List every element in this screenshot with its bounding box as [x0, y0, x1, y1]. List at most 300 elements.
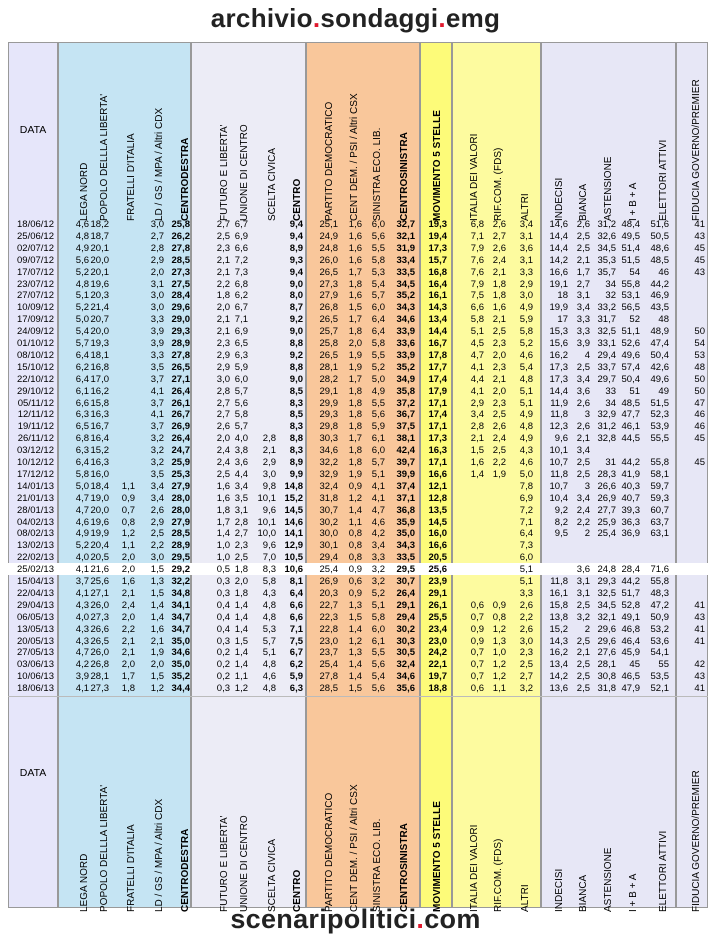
cell-ea: 53,9: [650, 421, 669, 433]
cell-cd: 0,8: [348, 528, 362, 540]
column-header-csx: CENTROSINISTRA: [399, 132, 410, 221]
cell-ldgs: 1,6: [150, 623, 164, 635]
cell-idv: 7,9: [470, 242, 484, 254]
cell-ibna: 48,4: [621, 219, 640, 230]
cell-m5s: 20,5: [428, 552, 447, 564]
cell-cdx: 26,7: [171, 409, 190, 421]
cell-m5s: 14,5: [428, 516, 447, 528]
cell-lega: 4,1: [75, 683, 89, 695]
cell-sel: 5,5: [371, 647, 385, 659]
cell-ast: 33,2: [597, 302, 616, 314]
cell-lega: 5,0: [75, 314, 89, 326]
table-row: [0, 445, 711, 457]
cell-csx: 29,5: [396, 564, 415, 576]
cell-sc: 2,1: [262, 445, 276, 457]
cell-csx: 42,4: [396, 445, 415, 457]
cell-ldgs: 3,0: [150, 290, 164, 302]
cell-rc: 2,5: [492, 409, 506, 421]
cell-fid: 50: [694, 385, 705, 397]
cell-fid: 41: [694, 599, 705, 611]
cell-ast: 32,1: [597, 611, 616, 623]
cell-pd: 27,8: [319, 671, 338, 683]
cell-ibna: 36,9: [621, 528, 640, 540]
table-row: [0, 326, 711, 338]
cell-sc: 9,6: [262, 540, 276, 552]
cell-fid: 47: [694, 397, 705, 409]
cell-ea: 50,5: [650, 230, 669, 242]
cell-pd: 32,2: [319, 457, 338, 468]
cell-bianca: 2,2: [576, 516, 590, 528]
cell-ind: 18: [557, 290, 568, 302]
row-date: 12/11/12: [17, 409, 54, 421]
cell-altri: 3,0: [519, 290, 533, 302]
cell-cdx: 24,7: [171, 445, 190, 457]
cell-csx: 39,7: [396, 457, 415, 468]
cell-sel: 5,6: [371, 683, 385, 695]
cell-fli: 1,4: [216, 528, 230, 540]
cell-cd: 1,8: [348, 409, 362, 421]
cell-idv: 2,8: [470, 421, 484, 433]
cell-sel: 4,2: [371, 528, 385, 540]
cell-ind: 19,9: [549, 302, 568, 314]
cell-lega: 4,6: [75, 516, 89, 528]
cell-csx: 35,2: [396, 361, 415, 373]
cell-altri: 3,4: [519, 219, 533, 230]
cell-udc: 7,1: [234, 314, 248, 326]
cell-pdl: 20,0: [90, 326, 109, 338]
cell-lega: 4,3: [75, 635, 89, 647]
cell-rc: 2,0: [492, 385, 506, 397]
row-date: 15/10/12: [17, 361, 54, 373]
cell-ibna: 51: [629, 385, 640, 397]
cell-cd: 1,8: [348, 278, 362, 290]
cell-centro: 12,9: [284, 540, 303, 552]
cell-altri: 4,6: [519, 349, 533, 361]
cell-idv: 5,8: [470, 314, 484, 326]
cell-sel: 5,3: [371, 266, 385, 278]
cell-altri: 2,2: [519, 611, 533, 623]
cell-ast: 33,1: [597, 338, 616, 349]
cell-m5s: 17,1: [428, 421, 447, 433]
cell-cd: 0,9: [348, 480, 362, 492]
cell-ea: 54,1: [650, 647, 669, 659]
cell-altri: 7,2: [519, 504, 533, 516]
cell-altri: 2,3: [519, 647, 533, 659]
column-header-udc: UNIONE DI CENTRO: [239, 124, 250, 221]
cell-m5s: 14,4: [428, 326, 447, 338]
cell-fli: 0,2: [216, 659, 230, 671]
cell-idv: 0,7: [470, 671, 484, 683]
column-header-lega: LEGA NORD: [79, 853, 90, 912]
cell-m5s: 12,1: [428, 480, 447, 492]
cell-ea: 46: [658, 266, 669, 278]
cell-udc: 2,3: [234, 540, 248, 552]
cell-cdx: 29,2: [171, 564, 190, 576]
cell-m5s: 26,1: [428, 599, 447, 611]
table-row: [0, 647, 711, 659]
cell-cdx: 27,9: [171, 480, 190, 492]
cell-cd: 1,2: [348, 492, 362, 504]
row-date: 29/04/13: [17, 599, 54, 611]
row-date: 18/06/13: [17, 683, 54, 695]
cell-pd: 25,4: [319, 659, 338, 671]
cell-pdl: 26,8: [90, 659, 109, 671]
cell-cd: 0,9: [348, 564, 362, 576]
cell-altri: 3,1: [519, 230, 533, 242]
cell-cdx: 27,5: [171, 278, 190, 290]
cell-ea: 59,3: [650, 492, 669, 504]
table-row: [0, 219, 711, 231]
cell-pd: 25,8: [319, 338, 338, 349]
cell-udc: 2,7: [234, 528, 248, 540]
cell-ind: 14,4: [549, 230, 568, 242]
cell-udc: 1,8: [234, 587, 248, 599]
cell-csx: 32,1: [396, 230, 415, 242]
cell-pdl: 18,2: [90, 219, 109, 230]
cell-altri: 4,8: [519, 421, 533, 433]
cell-bianca: 2,5: [576, 659, 590, 671]
cell-csx: 30,3: [396, 635, 415, 647]
cell-csx: 34,9: [396, 373, 415, 385]
table-row: [0, 279, 711, 291]
cell-cd: 1,9: [348, 349, 362, 361]
cell-csx: 35,0: [396, 528, 415, 540]
cell-sc: 5,8: [262, 576, 276, 587]
cell-ldgs: 3,0: [150, 219, 164, 230]
column-header-altri: ALTRI: [520, 193, 531, 221]
cell-bianca: 2,6: [576, 397, 590, 409]
cell-centro: 8,5: [289, 409, 303, 421]
cell-lega: 6,6: [75, 397, 89, 409]
cell-bianca: 3,6: [576, 564, 590, 576]
cell-udc: 7,2: [234, 254, 248, 266]
cell-cdx: 34,1: [171, 599, 190, 611]
cell-centro: 8,5: [289, 385, 303, 397]
cell-bianca: 2,6: [576, 421, 590, 433]
cell-pdl: 20,1: [90, 242, 109, 254]
cell-sel: 3,4: [371, 540, 385, 552]
cell-fli: 2,0: [216, 433, 230, 445]
cell-ind: 13,8: [549, 611, 568, 623]
row-date: 03/12/12: [17, 445, 54, 457]
cell-udc: 5,7: [234, 421, 248, 433]
cell-altri: 5,2: [519, 338, 533, 349]
cell-udc: 3,4: [234, 480, 248, 492]
cell-cdx: 28,5: [171, 528, 190, 540]
cell-ibna: 48,5: [621, 397, 640, 409]
cell-m5s: 17,1: [428, 397, 447, 409]
cell-lega: 5,6: [75, 254, 89, 266]
cell-fid: 43: [694, 611, 705, 623]
cell-cd: 0,8: [348, 552, 362, 564]
cell-lega: 6,5: [75, 421, 89, 433]
cell-lega: 4,9: [75, 242, 89, 254]
cell-sel: 5,5: [371, 242, 385, 254]
cell-bianca: 2,5: [576, 671, 590, 683]
cell-idv: 4,5: [470, 338, 484, 349]
cell-ind: 14,3: [549, 635, 568, 647]
column-header-cd: CENT DEM. / PSI / Altri CSX: [349, 93, 360, 221]
cell-cdx: 28,9: [171, 338, 190, 349]
cell-fdi: 2,1: [121, 647, 135, 659]
cell-altri: 4,6: [519, 457, 533, 468]
cell-centro: 8,1: [289, 576, 303, 587]
row-date: 06/05/13: [17, 611, 54, 623]
column-header-csx: CENTROSINISTRA: [399, 823, 410, 912]
cell-udc: 3,1: [234, 504, 248, 516]
cell-ibna: 51,7: [621, 587, 640, 599]
cell-pd: 30,0: [319, 528, 338, 540]
cell-ibna: 44,5: [621, 433, 640, 445]
cell-sel: 4,1: [371, 480, 385, 492]
cell-csx: 30,7: [396, 576, 415, 587]
cell-csx: 34,3: [396, 302, 415, 314]
cell-cdx: 34,7: [171, 623, 190, 635]
cell-centro: 9,4: [289, 266, 303, 278]
cell-pd: 23,7: [319, 647, 338, 659]
cell-pdl: 26,5: [90, 635, 109, 647]
column-header-rc: RIF.COM. (FDS): [493, 147, 504, 221]
cell-udc: 1,2: [234, 683, 248, 695]
cell-centro: 9,2: [289, 314, 303, 326]
cell-m5s: 16,4: [428, 278, 447, 290]
cell-fli: 0,3: [216, 635, 230, 647]
cell-fid: 54: [694, 338, 705, 349]
cell-bianca: 3,3: [576, 326, 590, 338]
cell-ea: 48,9: [650, 326, 669, 338]
cell-ind: 17,3: [549, 361, 568, 373]
cell-sel: 5,4: [371, 278, 385, 290]
cell-fli: 2,1: [216, 266, 230, 278]
cell-bianca: 3,1: [576, 587, 590, 599]
column-header-pd: PARTITO DEMOCRATICO: [324, 792, 335, 912]
cell-lega: 6,4: [75, 373, 89, 385]
cell-centro: 14,8: [284, 480, 303, 492]
cell-csx: 26,4: [396, 587, 415, 599]
cell-m5s: 17,3: [428, 433, 447, 445]
cell-udc: 3,5: [234, 492, 248, 504]
cell-ea: 60,7: [650, 504, 669, 516]
cell-sel: 5,5: [371, 349, 385, 361]
row-date: 20/05/13: [17, 635, 54, 647]
cell-cdx: 27,8: [171, 242, 190, 254]
row-date: 08/10/12: [17, 349, 54, 361]
cell-pdl: 16,8: [90, 361, 109, 373]
cell-ibna: 49,6: [621, 349, 640, 361]
cell-ast: 34,5: [597, 242, 616, 254]
table-row: [0, 564, 711, 576]
cell-ast: 34: [605, 278, 616, 290]
cell-ldgs: 1,5: [150, 587, 164, 599]
table-row: [0, 374, 711, 386]
cell-pdl: 20,4: [90, 540, 109, 552]
cell-ea: 63,7: [650, 516, 669, 528]
row-date: 26/11/12: [17, 433, 54, 445]
column-header-sc: SCELTA CIVICA: [267, 839, 278, 912]
cell-ea: 55,5: [650, 433, 669, 445]
cell-m5s: 19,3: [428, 219, 447, 230]
cell-ast: 29,6: [597, 635, 616, 647]
cell-bianca: 3,4: [576, 445, 590, 457]
cell-ibna: 41,9: [621, 468, 640, 480]
cell-idv: 0,6: [470, 599, 484, 611]
column-header-rc: RIF.COM. (FDS): [493, 838, 504, 912]
cell-cd: 1,9: [348, 361, 362, 373]
cell-cdx: 28,5: [171, 254, 190, 266]
cell-centro: 6,4: [289, 587, 303, 599]
cell-altri: 4,9: [519, 433, 533, 445]
cell-altri: 3,2: [519, 683, 533, 695]
cell-ind: 11,8: [550, 576, 568, 587]
cell-fli: 0,3: [216, 683, 230, 695]
cell-udc: 6,9: [234, 326, 248, 338]
cell-fid: 45: [694, 433, 705, 445]
cell-ast: 34: [605, 397, 616, 409]
cell-csx: 33,5: [396, 266, 415, 278]
table-row: [0, 350, 711, 362]
cell-idv: 0,9: [470, 623, 484, 635]
row-date: 21/01/13: [17, 492, 54, 504]
cell-altri: 3,6: [519, 242, 533, 254]
cell-udc: 2,8: [234, 516, 248, 528]
cell-pd: 27,3: [319, 278, 338, 290]
cell-cd: 1,4: [348, 504, 362, 516]
cell-sc: 4,8: [262, 599, 276, 611]
cell-ldgs: 2,5: [150, 528, 164, 540]
column-header-m5s: MOVIMENTO 5 STELLE: [432, 110, 443, 221]
cell-udc: 5,8: [234, 409, 248, 421]
cell-fdi: 2,0: [121, 611, 135, 623]
cell-pdl: 26,0: [90, 647, 109, 659]
cell-idv: 1,6: [470, 457, 484, 468]
cell-ind: 15,3: [549, 326, 568, 338]
cell-centro: 9,4: [289, 230, 303, 242]
cell-ldgs: 1,3: [150, 576, 164, 587]
cell-sel: 4,7: [371, 504, 385, 516]
cell-ast: 30,8: [597, 671, 616, 683]
column-header-pdl: POPOLO DELLLA LIBERTA': [99, 784, 110, 912]
cell-pd: 29,4: [319, 552, 338, 564]
cell-rc: 2,7: [492, 230, 506, 242]
cell-ast: 26,9: [597, 492, 616, 504]
cell-ast: 34,5: [597, 599, 616, 611]
cell-sel: 6,1: [371, 635, 385, 647]
cell-altri: 7,8: [519, 480, 533, 492]
cell-altri: 4,3: [519, 445, 533, 457]
column-header-ea: ELETTORI ATTIVI: [658, 830, 669, 912]
cell-csx: 36,7: [396, 409, 415, 421]
cell-pd: 25,1: [319, 219, 338, 230]
cell-cdx: 26,4: [171, 433, 190, 445]
cell-sel: 5,8: [371, 338, 385, 349]
cell-fdi: 1,1: [121, 480, 135, 492]
cell-udc: 2,0: [234, 576, 248, 587]
cell-ibna: 49,1: [621, 611, 640, 623]
cell-altri: 3,1: [519, 254, 533, 266]
cell-pd: 32,9: [319, 468, 338, 480]
cell-lega: 4,0: [75, 552, 89, 564]
cell-fid: 41: [694, 219, 705, 230]
cell-altri: 4,9: [519, 302, 533, 314]
cell-sc: 9,6: [262, 504, 276, 516]
column-header-fli: FUTURO E LIBERTA': [219, 124, 230, 221]
cell-pd: 34,6: [319, 445, 338, 457]
cell-ibna: 52: [629, 314, 640, 326]
cell-ind: 16,1: [549, 587, 568, 599]
column-header-fli: FUTURO E LIBERTA': [219, 815, 230, 912]
cell-lega: 4,8: [75, 278, 89, 290]
cell-fid: 48: [694, 361, 705, 373]
cell-m5s: 23,0: [428, 635, 447, 647]
cell-altri: 5,0: [519, 468, 533, 480]
cell-cd: 1,4: [348, 659, 362, 671]
cell-ind: 17,3: [549, 373, 568, 385]
cell-udc: 7,3: [234, 266, 248, 278]
cell-csx: 35,8: [396, 385, 415, 397]
cell-pd: 24,9: [319, 230, 338, 242]
cell-ast: 29,6: [597, 623, 616, 635]
cell-udc: 6,8: [234, 278, 248, 290]
table-row: [0, 398, 711, 410]
table-row: [0, 231, 711, 243]
cell-sc: 3,0: [262, 468, 276, 480]
row-date: 10/12/12: [17, 457, 54, 468]
cell-sel: 5,8: [371, 254, 385, 266]
cell-cdx: 26,2: [171, 230, 190, 242]
cell-udc: 3,8: [234, 445, 248, 457]
cell-sc: 5,1: [262, 647, 276, 659]
cell-centro: 8,9: [289, 242, 303, 254]
cell-ldgs: 1,2: [150, 683, 164, 695]
cell-centro: 9,4: [289, 219, 303, 230]
table-row: [0, 517, 711, 529]
cell-idv: 4,1: [470, 361, 484, 373]
cell-ea: 43,5: [650, 302, 669, 314]
cell-fli: 2,2: [216, 278, 230, 290]
cell-m5s: 17,8: [428, 349, 447, 361]
cell-centro: 8,3: [289, 421, 303, 433]
cell-bianca: 2,1: [576, 433, 590, 445]
cell-lega: 4,7: [75, 647, 89, 659]
row-date: 25/02/13: [17, 564, 54, 576]
cell-cd: 1,1: [348, 516, 362, 528]
cell-ibna: 46,5: [621, 671, 640, 683]
cell-bianca: 2,5: [576, 230, 590, 242]
cell-pd: 29,9: [319, 397, 338, 409]
cell-ea: 53,5: [650, 671, 669, 683]
cell-idv: 2,1: [470, 433, 484, 445]
cell-ea: 50,9: [650, 611, 669, 623]
cell-fli: 2,5: [216, 230, 230, 242]
cell-ind: 16,2: [549, 349, 568, 361]
table-row: [0, 433, 711, 445]
cell-pd: 24,8: [319, 242, 338, 254]
cell-ibna: 46,1: [621, 421, 640, 433]
cell-pdl: 15,2: [90, 445, 109, 457]
cell-ea: 48,6: [650, 242, 669, 254]
cell-lega: 4,8: [75, 230, 89, 242]
cell-pdl: 27,1: [90, 587, 109, 599]
cell-rc: 2,5: [492, 445, 506, 457]
row-date: 18/06/12: [17, 219, 54, 230]
cell-cdx: 27,8: [171, 349, 190, 361]
cell-rc: 2,4: [492, 433, 506, 445]
cell-rc: 1,8: [492, 278, 506, 290]
row-date: 01/10/12: [17, 338, 54, 349]
cell-ast: 24,8: [597, 564, 616, 576]
cell-cd: 1,6: [348, 219, 362, 230]
row-date: 05/11/12: [17, 397, 54, 409]
